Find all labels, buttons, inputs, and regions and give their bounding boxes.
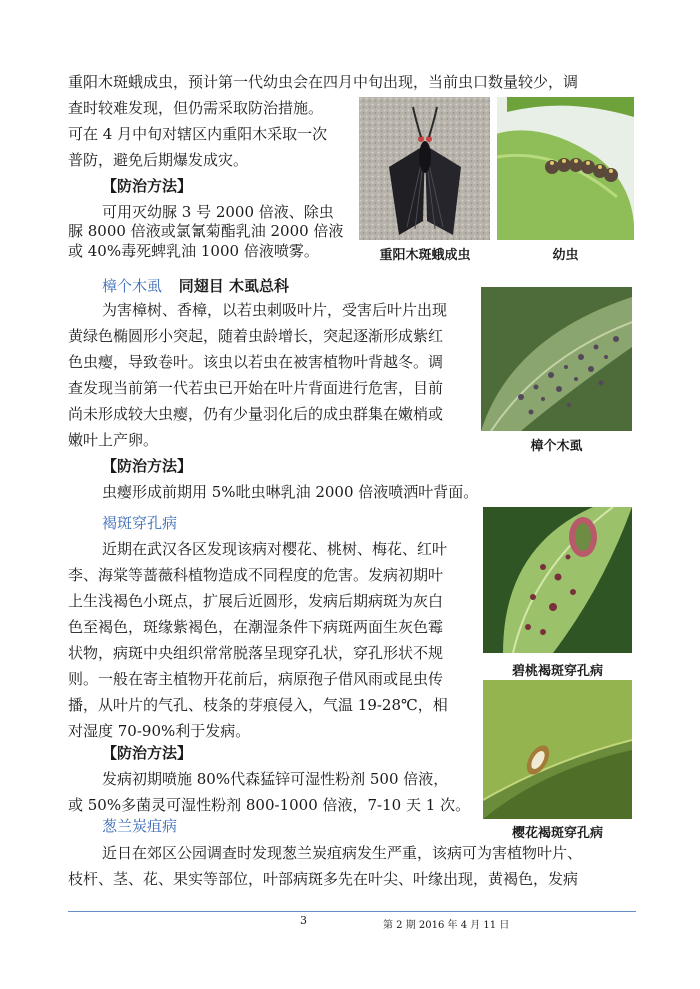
sec2-line-4: 查发现当前第一代若虫已开始在叶片背面进行危害，目前 bbox=[68, 379, 444, 397]
sec2-line-5: 尚未形成较大虫瘿，仍有少量羽化后的成虫群集在嫩梢或 bbox=[68, 405, 444, 423]
sec3-line-3: 上生浅褐色小斑点，扩展后近圆形，发病后期病斑为灰白 bbox=[68, 592, 444, 610]
page-number: 3 bbox=[300, 914, 307, 927]
control-heading-3: 【防治方法】 bbox=[102, 744, 193, 762]
sec3-line-5: 状物，病斑中央组织常常脱落呈现穿孔状，穿孔形状不规 bbox=[68, 644, 444, 662]
sec3-control-line-2: 或 50%多菌灵可湿性粉剂 800-1000 倍液，7-10 天 1 次。 bbox=[68, 796, 471, 814]
peach-caption: 碧桃褐斑穿孔病 bbox=[511, 664, 603, 679]
intro-line-3: 可在 4 月中旬对辖区内重阳木采取一次 bbox=[68, 125, 328, 143]
sec2-taxonomy: 同翅目 木虱总科 bbox=[178, 277, 290, 295]
peach-photo bbox=[483, 507, 632, 653]
moth-photo bbox=[359, 97, 490, 240]
control-heading-1: 【防治方法】 bbox=[102, 177, 193, 195]
intro-line-2: 查时较难发现，但仍需采取防治措施。 bbox=[68, 99, 324, 117]
sec2-line-6: 嫩叶上产卵。 bbox=[68, 431, 159, 449]
sec1-control-line-2: 脲 8000 倍液或氯氰菊酯乳油 2000 倍液 bbox=[68, 222, 344, 240]
sec4-line-1: 近日在郊区公园调查时发现葱兰炭疽病发生严重，该病可为害植物叶片、 bbox=[102, 844, 583, 862]
sec3-line-4: 色至褐色，斑缘紫褐色，在潮湿条件下病斑两面生灰色霉 bbox=[68, 618, 444, 636]
sec4-title: 葱兰炭疽病 bbox=[102, 817, 178, 835]
cherry-caption: 樱花褐斑穿孔病 bbox=[511, 826, 603, 841]
sec3-line-6: 则。一般在寄主植物开花前后，病原孢子借风雨或昆虫传 bbox=[68, 670, 444, 688]
sec2-line-1: 为害樟树、香樟，以若虫刺吸叶片，受害后叶片出现 bbox=[102, 301, 448, 319]
issue-date: 第 2 期 2016 年 4 月 11 日 bbox=[383, 920, 510, 931]
sec3-line-8: 对湿度 70-90%利于发病。 bbox=[68, 722, 251, 740]
sec3-title: 褐斑穿孔病 bbox=[102, 514, 178, 532]
cherry-photo bbox=[483, 680, 632, 819]
sec2-title bbox=[102, 273, 289, 299]
sec2-line-3: 色虫瘿，导致卷叶。该虫以若虫在被害植物叶背越冬。调 bbox=[68, 353, 444, 371]
sec3-control-line-1: 发病初期喷施 80%代森猛锌可湿性粉剂 500 倍液， bbox=[102, 770, 449, 788]
psyllid-caption: 樟个木虱 bbox=[530, 439, 583, 454]
larva-caption: 幼虫 bbox=[552, 248, 579, 263]
intro-line-4: 普防，避免后期爆发成灾。 bbox=[68, 151, 249, 169]
psyllid-photo bbox=[481, 287, 632, 431]
sec3-line-2: 李、海棠等蔷薇科植物造成不同程度的危害。发病初期叶 bbox=[68, 566, 444, 584]
control-heading-2: 【防治方法】 bbox=[102, 457, 193, 475]
sec2-title-text: 樟个木虱 bbox=[102, 277, 163, 295]
sec2-line-2: 黄绿色椭圆形小突起，随着虫龄增长，突起逐渐形成紫红 bbox=[68, 327, 444, 345]
intro-line-1: 重阳木斑蛾成虫，预计第一代幼虫会在四月中旬出现，当前虫口数量较少，调 bbox=[68, 73, 579, 91]
sec1-control-line-3: 或 40%毒死蜱乳油 1000 倍液喷雾。 bbox=[68, 242, 319, 260]
sec3-line-1: 近期在武汉各区发现该病对樱花、桃树、梅花、红叶 bbox=[102, 540, 448, 558]
sec1-control-line-1: 可用灭幼脲 3 号 2000 倍液、除虫 bbox=[102, 203, 334, 221]
footer-rule bbox=[68, 911, 636, 912]
sec3-line-7: 播，从叶片的气孔、枝条的芽痕侵入，气温 19-28℃，相 bbox=[68, 696, 448, 714]
larva-photo bbox=[497, 97, 634, 240]
sec2-control-line-1: 虫瘿形成前期用 5%吡虫啉乳油 2000 倍液喷洒叶背面。 bbox=[102, 483, 479, 501]
sec4-line-2: 枝杆、茎、花、果实等部位，叶部病斑多先在叶尖、叶缘出现，黄褐色，发病 bbox=[68, 870, 579, 888]
moth-caption: 重阳木斑蛾成虫 bbox=[379, 248, 471, 263]
